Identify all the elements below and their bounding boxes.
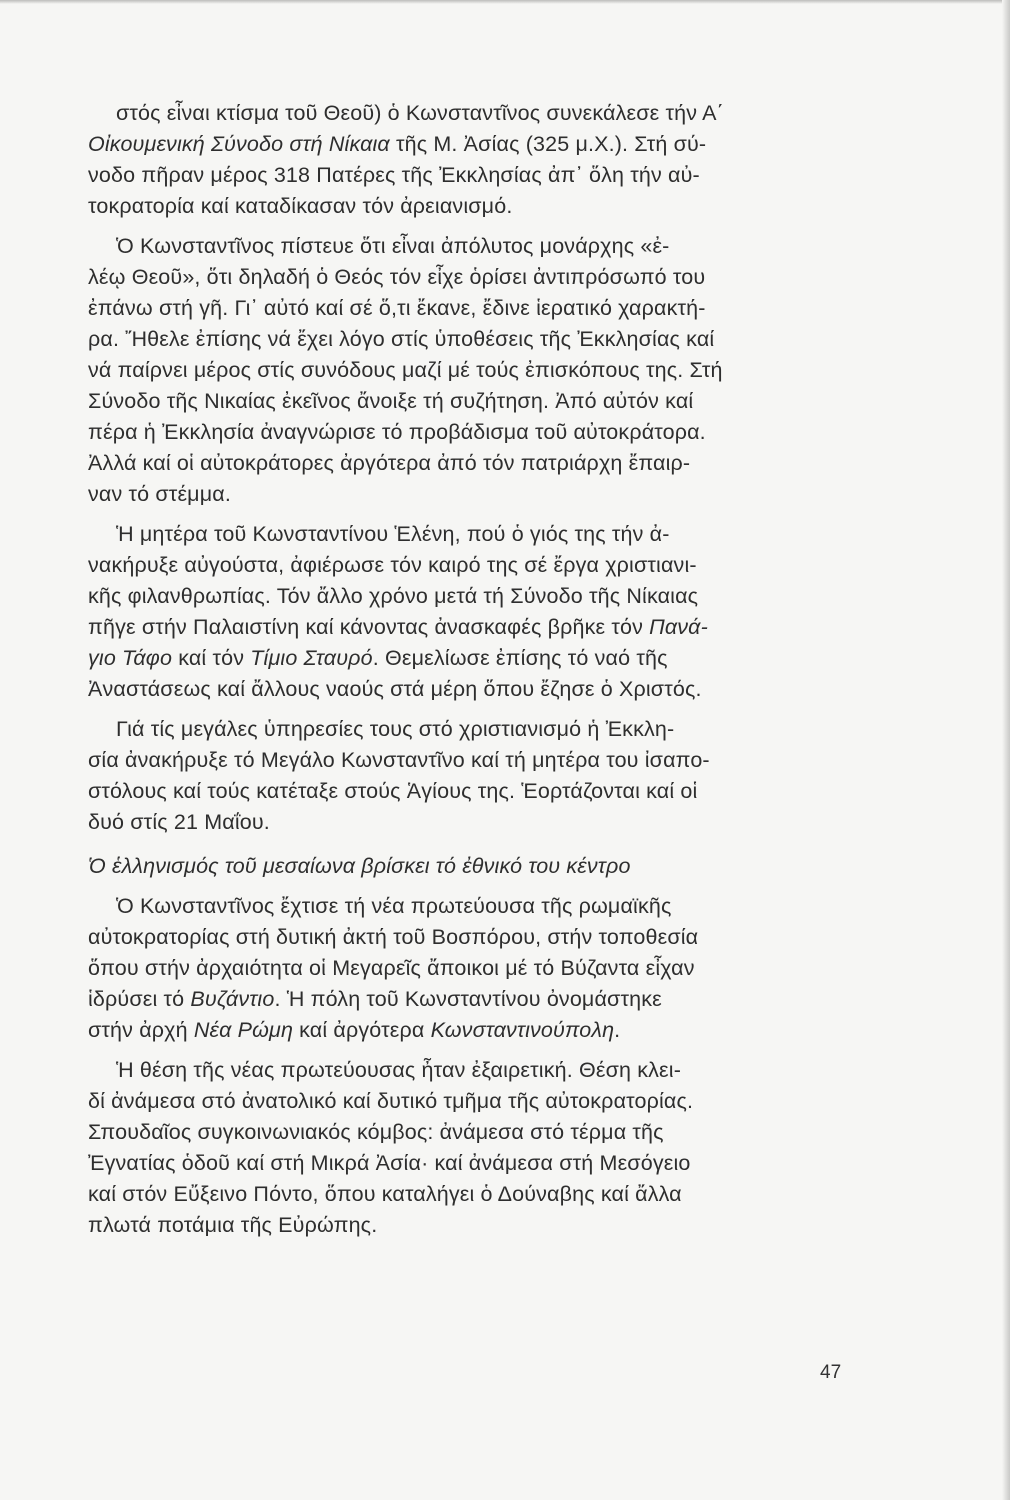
- text-line: [88, 1210, 850, 1241]
- text-run: τῆς Μ. Ἀσίας (325 μ.Χ.). Στή σύ-: [389, 132, 707, 156]
- text-run: Γιά τίς μεγάλες ὑπηρεσίες τους στό χριστιανισμό ἡ Ἐκκλη-: [116, 717, 675, 741]
- paragraph: [88, 714, 850, 838]
- text-line: [88, 612, 850, 643]
- text-run: Ἀλλά καί οἱ αὐτοκράτορες ἀργότερα ἀπό τόν πατριάρχη ἔπαιρ-: [88, 451, 691, 475]
- paragraph: [88, 1055, 850, 1241]
- text-line: [88, 231, 850, 262]
- text-run: Ἡ θέση τῆς νέας πρωτεύουσας ἦταν ἐξαιρετική. Θέση κλει-: [116, 1058, 682, 1082]
- text-run: . Θεμελίωσε ἐπίσης τό ναό τῆς: [372, 646, 668, 670]
- text-run: πῆγε στήν Παλαιστίνη καί κάνοντας ἀνασκαφές βρῆκε τόν: [88, 615, 650, 639]
- text-line: [88, 1148, 850, 1179]
- paragraph-gap: [88, 1046, 850, 1055]
- text-run: σία ἀνακήρυξε τό Μεγάλο Κωνσταντῖνο καί τή μητέρα του ἰσαπο-: [88, 748, 710, 772]
- text-run: δυό στίς 21 Μαΐου.: [88, 810, 270, 834]
- text-run: ναν τό στέμμα.: [88, 482, 231, 506]
- paragraph-gap: [88, 882, 850, 891]
- paragraph: [88, 891, 850, 1046]
- text-run: Ἡ μητέρα τοῦ Κωνσταντίνου Ἑλένη, πού ὁ γιός της τήν ἀ-: [116, 522, 670, 546]
- text-line: [88, 98, 850, 129]
- paragraph-gap: [88, 838, 850, 847]
- text-run: Σύνοδο τῆς Νικαίας ἐκεῖνος ἄνοιξε τή συζήτηση. Ἀπό αὐτόν καί: [88, 389, 694, 413]
- text-run: Ὁ Κωνσταντῖνος πίστευε ὅτι εἶναι ἀπόλυτος μονάρχης «ἐ-: [116, 234, 670, 258]
- text-line: [88, 891, 850, 922]
- text-line: [88, 807, 850, 838]
- page-number: 47: [820, 1362, 842, 1383]
- text-run: καί τόν: [172, 646, 251, 670]
- text-line: [88, 1117, 850, 1148]
- text-line: [88, 745, 850, 776]
- text-line: [88, 714, 850, 745]
- text-run: πλωτά ποτάμια τῆς Εὐρώπης.: [88, 1213, 378, 1237]
- text-line: [88, 324, 850, 355]
- text-run: τοκρατορία καί καταδίκασαν τόν ἀρειανισμό.: [88, 194, 513, 218]
- text-run: πέρα ἡ Ἐκκλησία ἀναγνώρισε τό προβάδισμα τοῦ αὐτοκράτορα.: [88, 420, 706, 444]
- paragraph-gap: [88, 705, 850, 714]
- text-line: [88, 643, 850, 674]
- text-line: [88, 1086, 850, 1117]
- italic-text: Τίμιο Σταυρό: [250, 646, 373, 670]
- text-run: Ἐγνατίας ὁδοῦ καί στή Μικρά Ἀσία· καί ἀνάμεσα στή Μεσόγειο: [88, 1151, 691, 1175]
- text-run: ἱδρύσει τό: [88, 987, 191, 1011]
- text-run: νά παίρνει μέρος στίς συνόδους μαζί μέ τούς ἐπισκόπους της. Στή: [88, 358, 723, 382]
- text-run: Σπουδαῖος συγκοινωνιακός κόμβος: ἀνάμεσα στό τέρμα τῆς: [88, 1120, 664, 1144]
- text-line: [88, 1055, 850, 1086]
- text-line: [88, 674, 850, 705]
- text-run: στήν ἀρχή: [88, 1018, 194, 1042]
- text-line: [88, 129, 850, 160]
- text-run: . Ἡ πόλη τοῦ Κωνσταντίνου ὀνομάστηκε: [274, 987, 662, 1011]
- text-run: νακήρυξε αὐγούστα, ἀφιέρωσε τόν καιρό της σέ ἔργα χριστιανι-: [88, 553, 697, 577]
- text-line: [88, 984, 850, 1015]
- paragraph: [88, 98, 850, 222]
- text-line: [88, 519, 850, 550]
- text-line: [88, 355, 850, 386]
- text-line: [88, 851, 850, 882]
- text-run: στόλους καί τούς κατέταξε στούς Ἁγίους της. Ἑορτάζονται καί οἱ: [88, 779, 698, 803]
- text-line: [88, 386, 850, 417]
- text-run: .: [614, 1018, 621, 1042]
- italic-text: Νέα Ρώμη: [193, 1018, 294, 1042]
- paragraph: [88, 231, 850, 510]
- text-line: [88, 191, 850, 222]
- paragraph: [88, 519, 850, 705]
- text-line: [88, 953, 850, 984]
- text-run: Ἀναστάσεως καί ἄλλους ναούς στά μέρη ὅπου ἔζησε ὁ Χριστός.: [88, 677, 702, 701]
- text-line: [88, 160, 850, 191]
- text-line: [88, 1179, 850, 1210]
- text-run: λέῳ Θεοῦ», ὅτι δηλαδή ὁ Θεός τόν εἶχε ὁρίσει ἀντιπρόσωπό του: [88, 265, 706, 289]
- text-run: δί ἀνάμεσα στό ἀνατολικό καί δυτικό τμῆμα τῆς αὐτοκρατορίας.: [88, 1089, 694, 1113]
- text-run: κῆς φιλανθρωπίας. Τόν ἄλλο χρόνο μετά τή Σύνοδο τῆς Νίκαιας: [88, 584, 699, 608]
- text-run: νοδο πῆραν μέρος 318 Πατέρες τῆς Ἐκκλησίας ἀπ᾽ ὅλη τήν αὐ-: [88, 163, 700, 187]
- text-line: [88, 922, 850, 953]
- italic-text: Ὁ ἑλληνισμός τοῦ μεσαίωνα βρίσκει τό ἐθνικό του κέντρο: [88, 854, 631, 878]
- text-run: στός εἶναι κτίσμα τοῦ Θεοῦ) ὁ Κωνσταντῖνος συνεκάλεσε τήν Α΄: [116, 101, 724, 125]
- page-body-text: [88, 98, 850, 1241]
- text-run: Ὁ Κωνσταντῖνος ἔχτισε τή νέα πρωτεύουσα τῆς ρωμαϊκῆς: [116, 894, 672, 918]
- text-line: [88, 479, 850, 510]
- paragraph-gap: [88, 510, 850, 519]
- text-line: [88, 448, 850, 479]
- italic-text: Οἰκουμενική Σύνοδο στή Νίκαια: [88, 132, 390, 156]
- text-run: ὅπου στήν ἀρχαιότητα οἱ Μεγαρεῖς ἄποικοι μέ τό Βύζαντα εἶχαν: [88, 956, 695, 980]
- text-run: ἐπάνω στή γῆ. Γι᾽ αὐτό καί σέ ὅ,τι ἔκανε, ἔδινε ἱερατικό χαρακτή-: [88, 296, 706, 320]
- text-run: καί στόν Εὔξεινο Πόντο, ὅπου καταλήγει ὁ Δούναβης καί ἄλλα: [88, 1182, 682, 1206]
- text-run: αὐτοκρατορίας στή δυτική ἀκτή τοῦ Βοσπόρου, στήν τοποθεσία: [88, 925, 699, 949]
- text-run: καί ἀργότερα: [293, 1018, 431, 1042]
- text-line: [88, 262, 850, 293]
- italic-text: Πανά-: [649, 615, 708, 639]
- text-line: [88, 1015, 850, 1046]
- section-heading: [88, 851, 850, 882]
- italic-text: γιο Τάφο: [88, 646, 173, 670]
- text-line: [88, 293, 850, 324]
- italic-text: Βυζάντιο: [190, 987, 275, 1011]
- text-run: ρα. Ἤθελε ἐπίσης νά ἔχει λόγο στίς ὑποθέσεις τῆς Ἐκκλησίας καί: [88, 327, 715, 351]
- page-top-edge: [0, 0, 1010, 4]
- text-line: [88, 550, 850, 581]
- text-line: [88, 776, 850, 807]
- page-right-edge: [1002, 0, 1010, 1500]
- italic-text: Κωνσταντινούπολη: [430, 1018, 615, 1042]
- paragraph-gap: [88, 222, 850, 231]
- text-line: [88, 581, 850, 612]
- text-line: [88, 417, 850, 448]
